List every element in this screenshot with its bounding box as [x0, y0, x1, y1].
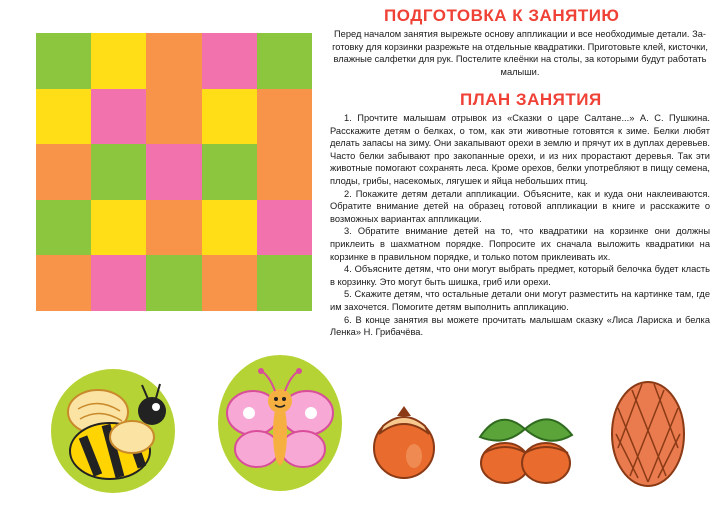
color-square	[146, 33, 201, 89]
preparation-heading: ПОДГОТОВКА К ЗАНЯТИЮ	[384, 6, 620, 25]
color-square	[36, 255, 91, 311]
color-square	[146, 255, 201, 311]
color-square	[91, 255, 146, 311]
color-square	[257, 255, 312, 311]
plan-step-2: 2. Покажите детям детали аппликации. Объясните, как и куда они наклеиваются. Обратите внимание детей на образец готовой аппликации в книге и расскажите о возможных вариантах аппликации.	[330, 188, 710, 224]
color-square	[91, 33, 146, 89]
color-square	[91, 200, 146, 256]
plan-heading: ПЛАН ЗАНЯТИЯ	[460, 90, 602, 109]
butterfly-icon	[215, 353, 345, 493]
plan-step-3: 3. Обратите внимание детей на то, что квадратики на корзинке они должны приклеить в шахматном порядке. Попросите их сначала выложить квадратики на корзинке в правильном порядке, и только потом приклеивать их.	[330, 226, 710, 262]
bee-icon	[48, 367, 178, 495]
color-square	[202, 89, 257, 145]
preparation-line: влажные салфетки для рук. Постелите клеёнки на столы, за которыми будут работать	[333, 54, 707, 65]
color-square	[257, 200, 312, 256]
preparation-line: Перед началом занятия вырежьте основу аппликации и все необходимые детали. За-	[334, 29, 706, 39]
preparation-line: готовку для корзинки разрежьте на отдельные квадратики. Приготовьте клей, кисточки,	[332, 41, 708, 52]
plan-text	[330, 112, 710, 339]
color-square	[146, 89, 201, 145]
plan-step-5: 5. Скажите детям, что остальные детали они могут разместить на картинке там, где им захочется. Помогите детям выполнить аппликацию.	[330, 289, 710, 312]
plan-step-6: 6. В конце занятия вы можете прочитать малышам сказку «Лиса Лариска и белка Ленка» Н. Грибачёва.	[330, 314, 710, 338]
color-square	[257, 89, 312, 145]
color-square	[202, 33, 257, 89]
color-square	[36, 89, 91, 145]
color-square	[146, 200, 201, 256]
hazelnut-icon	[369, 404, 439, 482]
preparation-text	[330, 28, 710, 78]
color-square	[36, 200, 91, 256]
pine-cone-icon	[608, 378, 688, 490]
color-square	[257, 33, 312, 89]
color-square	[202, 200, 257, 256]
color-square	[257, 144, 312, 200]
plan-step-1: 1. Прочтите малышам отрывок из «Сказки о царе Салтане...» А. С. Пушкина. Расскажите детям о белках, о том, как эти животные готовятся к зиме. Белки любят делать запасы на зиму. Они закапывают орехи в землю и прячут их в дуплах деревьев. Часто белки забывают про закопанные орехи, и из них прорастают деревья. Так эти животные помогают сохранять леса. Кроме орехов, белки употребляют в пищу семена, плоды, грибы, насекомых, лягушек и яйца небольших птиц.	[330, 113, 710, 186]
color-square	[91, 144, 146, 200]
color-square	[36, 144, 91, 200]
plan-step-4: 4. Объясните детям, что они могут выбрать предмет, который белочка будет класть в корзинку. Это могут быть шишка, гриб или орехи.	[330, 264, 710, 287]
color-square	[202, 255, 257, 311]
preparation-line: малыши.	[500, 66, 540, 77]
color-square	[146, 144, 201, 200]
checkerboard-squares	[36, 33, 312, 311]
two-nuts-icon	[470, 407, 580, 487]
color-square	[91, 89, 146, 145]
color-square	[202, 144, 257, 200]
color-square	[36, 33, 91, 89]
